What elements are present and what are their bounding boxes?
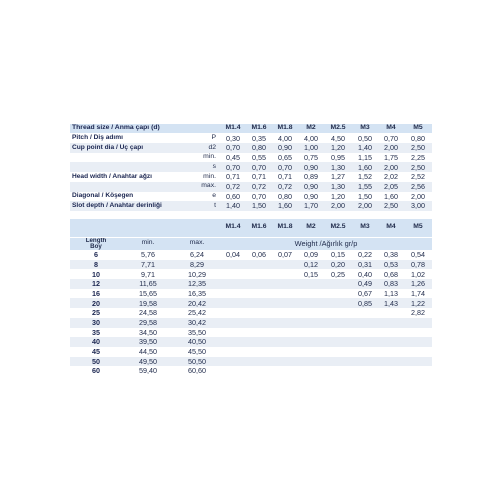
spec-value-cell: 0,80	[278, 191, 292, 201]
weight-cell	[272, 308, 298, 318]
spec-value-cell: 2,50	[384, 201, 398, 211]
max-cell: 10,29	[188, 269, 206, 279]
weight-cell	[220, 318, 246, 328]
max-cell: 50,50	[188, 356, 206, 366]
length-header-line2: Boy	[90, 242, 102, 250]
weight-cell: 0,09	[304, 250, 318, 260]
spec-row	[70, 182, 432, 192]
min-cell: 15,65	[139, 288, 157, 298]
spec-row-label: Head width / Anahtar ağzı	[72, 172, 152, 180]
weight-cell	[352, 328, 378, 338]
weight-cell	[404, 347, 432, 357]
size-header-cell: M5	[413, 223, 423, 231]
weight-cell	[220, 328, 246, 338]
max-cell: 45,50	[188, 347, 206, 357]
spec-value-cell: 1,20	[331, 191, 345, 201]
weight-cell: 1,13	[384, 288, 398, 298]
weight-table	[70, 219, 432, 376]
weight-cell	[220, 347, 246, 357]
weight-cell	[220, 269, 246, 279]
spec-value-cell: 1,27	[331, 172, 345, 182]
weight-cell	[246, 318, 272, 328]
weight-cell	[220, 279, 246, 289]
weight-size-header-row	[70, 219, 432, 237]
weight-cell	[272, 366, 298, 376]
length-cell: 40	[92, 337, 100, 347]
weight-cell: 0,38	[384, 250, 398, 260]
weight-cell: 1,74	[411, 288, 425, 298]
spec-row-symbol: s	[212, 162, 216, 170]
spec-row-label: Pitch / Diş adımı	[72, 133, 123, 141]
size-header-cell: M1.6	[251, 124, 267, 132]
weight-cell	[298, 279, 324, 289]
weight-row	[70, 260, 432, 270]
weight-cell	[298, 318, 324, 328]
weight-cell: 0,67	[358, 288, 372, 298]
weight-cell	[324, 328, 352, 338]
weight-cell	[220, 337, 246, 347]
screw-spec-table	[70, 124, 432, 211]
min-cell: 7,71	[141, 259, 155, 269]
spec-row-label	[70, 153, 186, 163]
weight-cell: 1,22	[411, 298, 425, 308]
max-cell: 6,24	[190, 250, 204, 260]
weight-cell	[324, 337, 352, 347]
weight-cell	[352, 347, 378, 357]
spec-value-cell: 3,00	[411, 201, 425, 211]
spec-value-cell: 2,00	[384, 143, 398, 153]
size-header-cell: M2.5	[330, 223, 346, 231]
spec-value-cell: 0,71	[278, 172, 292, 182]
spec-value-cell: 0,70	[252, 162, 266, 172]
size-header-cell: M3	[360, 223, 370, 231]
weight-cell: 0,83	[384, 279, 398, 289]
spec-value-cell: 0,70	[252, 191, 266, 201]
weight-cell: 0,04	[226, 250, 240, 260]
spec-row	[70, 153, 432, 163]
weight-cell	[352, 366, 378, 376]
max-cell: 60,60	[188, 366, 206, 376]
spec-row	[70, 143, 432, 153]
spec-value-cell: 0,71	[226, 172, 240, 182]
weight-cell	[298, 308, 324, 318]
weight-row	[70, 250, 432, 260]
spec-value-cell: 0,35	[252, 133, 266, 143]
spec-value-cell: 0,55	[252, 153, 266, 162]
weight-cell	[246, 260, 272, 270]
length-header-line1: Length	[85, 237, 107, 244]
spec-value-cell: 0,72	[278, 182, 292, 192]
weight-cell	[404, 366, 432, 376]
weight-header: Weight /Ağırlık gr/p	[220, 237, 432, 250]
spec-value-cell: 0,45	[226, 153, 240, 162]
spec-value-cell: 1,30	[331, 182, 345, 192]
weight-cell	[324, 298, 352, 308]
size-header-cell: M1.4	[225, 124, 241, 132]
spec-value-cell: 0,89	[304, 172, 318, 182]
spec-row-label	[70, 162, 186, 172]
weight-cell: 0,25	[331, 269, 345, 279]
spec-value-cell: 0,95	[331, 153, 345, 162]
weight-cell	[378, 357, 404, 367]
weight-row	[70, 366, 432, 376]
weight-subheader-row	[70, 237, 432, 250]
spec-value-cell: 4,50	[331, 133, 345, 143]
spec-row	[70, 201, 432, 211]
weight-cell: 0,78	[411, 259, 425, 269]
weight-cell	[378, 308, 404, 318]
spec-value-cell: 1,40	[226, 201, 240, 211]
weight-row	[70, 357, 432, 367]
spec-value-cell: 0,90	[304, 182, 318, 192]
spec-value-cell: 1,55	[358, 182, 372, 192]
weight-cell	[246, 298, 272, 308]
max-cell: 35,50	[188, 327, 206, 337]
spec-value-cell: 0,90	[304, 191, 318, 201]
weight-cell	[352, 337, 378, 347]
min-cell: 44,50	[139, 347, 157, 357]
spec-row	[70, 133, 432, 143]
spec-value-cell: 1,60	[278, 201, 292, 211]
length-cell: 10	[92, 269, 100, 279]
min-cell: 9,71	[141, 269, 155, 279]
weight-cell	[272, 279, 298, 289]
spec-value-cell: 0,80	[411, 133, 425, 143]
weight-cell	[220, 289, 246, 299]
spec-value-cell: 2,56	[411, 182, 425, 192]
spec-header-row	[70, 124, 432, 133]
weight-cell	[246, 279, 272, 289]
weight-cell	[404, 337, 432, 347]
spec-row-label: Diagonal / Köşegen	[72, 192, 134, 200]
spec-row-symbol: min.	[203, 172, 216, 180]
weight-cell	[352, 357, 378, 367]
weight-cell: 0,20	[331, 259, 345, 269]
min-cell: 24,58	[139, 308, 157, 318]
weight-cell: 0,49	[358, 279, 372, 289]
weight-cell: 0,06	[252, 250, 266, 260]
weight-cell: 0,07	[278, 250, 292, 260]
weight-cell	[246, 337, 272, 347]
spec-value-cell: 1,50	[358, 191, 372, 201]
min-cell: 11,65	[139, 279, 157, 289]
weight-row	[70, 269, 432, 279]
spec-row	[70, 162, 432, 172]
min-cell: 19,58	[139, 298, 157, 308]
max-cell: 25,42	[188, 308, 206, 318]
spec-value-cell: 0,50	[358, 133, 372, 143]
spec-value-cell: 4,00	[278, 133, 292, 143]
size-header-cell: M1.8	[277, 124, 293, 132]
spec-value-cell: 0,90	[304, 162, 318, 172]
weight-cell: 0,15	[304, 269, 318, 279]
size-header-cell: M1.6	[251, 223, 267, 231]
weight-cell	[220, 357, 246, 367]
weight-cell: 0,40	[358, 269, 372, 279]
spec-value-cell: 2,52	[411, 172, 425, 182]
weight-cell	[272, 260, 298, 270]
weight-cell	[298, 347, 324, 357]
weight-row	[70, 318, 432, 328]
weight-cell: 2,82	[411, 308, 425, 318]
weight-cell	[404, 318, 432, 328]
weight-cell	[272, 357, 298, 367]
weight-cell	[404, 328, 432, 338]
spec-value-cell: 0,72	[226, 182, 240, 192]
weight-cell: 0,85	[358, 298, 372, 308]
weight-cell: 0,54	[411, 250, 425, 260]
weight-cell	[246, 347, 272, 357]
spec-value-cell: 2,05	[384, 182, 398, 192]
weight-cell	[272, 337, 298, 347]
min-header: min.	[122, 237, 174, 250]
spec-row-label: Slot depth / Anahtar derinliği	[72, 201, 162, 209]
length-cell: 25	[92, 308, 100, 318]
weight-cell: 0,22	[358, 250, 372, 260]
length-cell: 6	[94, 250, 98, 260]
weight-cell	[272, 347, 298, 357]
spec-row-symbol: e	[212, 191, 216, 199]
weight-cell: 1,43	[384, 298, 398, 308]
weight-row	[70, 347, 432, 357]
size-header-cell: M5	[413, 124, 423, 132]
weight-row	[70, 328, 432, 338]
spec-value-cell: 1,70	[304, 201, 318, 211]
weight-cell: 0,31	[358, 259, 372, 269]
spec-value-cell: 2,25	[411, 153, 425, 162]
weight-cell	[246, 366, 272, 376]
weight-cell: 0,12	[304, 259, 318, 269]
weight-cell	[378, 366, 404, 376]
spec-row-symbol: max.	[201, 182, 216, 190]
spec-row-symbol: t	[214, 201, 216, 209]
spec-value-cell: 1,60	[358, 162, 372, 172]
weight-cell	[220, 366, 246, 376]
spec-value-cell: 0,72	[252, 182, 266, 192]
weight-cell	[378, 337, 404, 347]
spec-value-cell: 0,70	[384, 133, 398, 143]
spec-value-cell: 2,50	[411, 143, 425, 153]
weight-cell	[324, 366, 352, 376]
weight-cell	[352, 318, 378, 328]
weight-cell	[220, 260, 246, 270]
spec-value-cell: 0,60	[226, 191, 240, 201]
length-cell: 20	[92, 298, 100, 308]
spec-row-symbol: d2	[208, 143, 216, 151]
weight-cell	[298, 337, 324, 347]
size-header-cell: M2	[306, 124, 316, 132]
size-header-cell: M4	[386, 223, 396, 231]
spec-row-label: Thread size / Anma çapı (d)	[72, 124, 160, 132]
weight-cell	[246, 289, 272, 299]
size-header-cell: M2.5	[330, 124, 346, 132]
weight-cell	[246, 269, 272, 279]
length-cell: 16	[92, 288, 100, 298]
weight-cell	[220, 298, 246, 308]
weight-cell	[404, 357, 432, 367]
min-cell: 34,50	[139, 327, 157, 337]
weight-cell	[246, 308, 272, 318]
max-cell: 30,42	[188, 318, 206, 328]
spec-value-cell: 0,30	[226, 133, 240, 143]
weight-cell	[378, 347, 404, 357]
weight-cell	[378, 318, 404, 328]
weight-cell: 0,68	[384, 269, 398, 279]
spec-value-cell: 0,65	[278, 153, 292, 162]
weight-cell	[246, 328, 272, 338]
spec-row	[70, 172, 432, 182]
spec-value-cell: 1,00	[304, 143, 318, 153]
size-header-cell: M4	[386, 124, 396, 132]
spec-value-cell: 0,70	[278, 162, 292, 172]
weight-cell	[298, 328, 324, 338]
weight-cell	[324, 347, 352, 357]
size-header-cell: M1.8	[277, 223, 293, 231]
weight-cell	[298, 289, 324, 299]
max-cell: 16,35	[188, 288, 206, 298]
length-header	[70, 237, 122, 250]
weight-cell: 0,15	[331, 250, 345, 260]
weight-row	[70, 279, 432, 289]
weight-row	[70, 308, 432, 318]
size-header-cell: M1.4	[225, 223, 241, 231]
spec-row-label	[70, 182, 186, 192]
max-cell: 40,50	[188, 337, 206, 347]
weight-cell	[324, 289, 352, 299]
length-cell: 45	[92, 347, 100, 357]
size-header-cell: M2	[306, 223, 316, 231]
spec-value-cell: 0,71	[252, 172, 266, 182]
spec-value-cell: 0,70	[226, 143, 240, 153]
length-cell: 12	[92, 279, 100, 289]
length-cell: 30	[92, 318, 100, 328]
weight-cell	[324, 318, 352, 328]
min-cell: 59,40	[139, 366, 157, 376]
spec-value-cell: 2,02	[384, 172, 398, 182]
weight-cell	[272, 298, 298, 308]
weight-cell	[246, 357, 272, 367]
spec-row-symbol	[186, 124, 220, 133]
weight-row	[70, 289, 432, 299]
spec-value-cell: 1,50	[252, 201, 266, 211]
spec-value-cell: 1,60	[384, 191, 398, 201]
length-cell: 60	[92, 366, 100, 376]
length-cell: 35	[92, 327, 100, 337]
spec-value-cell: 2,00	[411, 191, 425, 201]
weight-cell	[324, 357, 352, 367]
weight-cell	[272, 318, 298, 328]
spec-value-cell: 2,00	[358, 201, 372, 211]
weight-cell: 1,26	[411, 279, 425, 289]
weight-cell	[272, 289, 298, 299]
weight-cell	[298, 298, 324, 308]
weight-cell: 0,53	[384, 259, 398, 269]
min-cell: 29,58	[139, 318, 157, 328]
max-cell: 12,35	[188, 279, 206, 289]
spec-row-symbol: P	[211, 133, 216, 141]
min-cell: 49,50	[139, 356, 157, 366]
weight-row	[70, 298, 432, 308]
weight-cell	[378, 328, 404, 338]
spec-value-cell: 0,70	[226, 162, 240, 172]
spec-row-symbol: min.	[203, 153, 216, 161]
length-cell: 50	[92, 356, 100, 366]
spec-value-cell: 1,75	[384, 153, 398, 162]
size-header-cell: M3	[360, 124, 370, 132]
max-cell: 20,42	[188, 298, 206, 308]
spec-value-cell: 1,15	[358, 153, 372, 162]
spec-value-cell: 4,00	[304, 133, 318, 143]
spec-value-cell: 1,40	[358, 143, 372, 153]
spec-value-cell: 1,52	[358, 172, 372, 182]
max-cell: 8,29	[190, 259, 204, 269]
weight-cell	[298, 357, 324, 367]
spec-value-cell: 0,75	[304, 153, 318, 162]
weight-cell	[352, 308, 378, 318]
spec-value-cell: 0,90	[278, 143, 292, 153]
weight-cell	[298, 366, 324, 376]
weight-cell: 1,02	[411, 269, 425, 279]
weight-cell	[272, 269, 298, 279]
min-cell: 39,50	[139, 337, 157, 347]
spec-value-cell: 2,50	[411, 162, 425, 172]
spec-value-cell: 0,80	[252, 143, 266, 153]
spec-value-cell: 1,20	[331, 143, 345, 153]
weight-row	[70, 337, 432, 347]
weight-cell	[324, 279, 352, 289]
spec-value-cell: 1,30	[331, 162, 345, 172]
length-cell: 8	[94, 259, 98, 269]
header-blank	[70, 219, 220, 237]
weight-cell	[220, 308, 246, 318]
spec-value-cell: 2,00	[331, 201, 345, 211]
max-header: max.	[174, 237, 220, 250]
min-cell: 5,76	[141, 250, 155, 260]
spec-value-cell: 2,00	[384, 162, 398, 172]
spec-row	[70, 192, 432, 202]
spec-row-label: Cup point dia / Uç çapı	[72, 143, 144, 151]
weight-cell	[324, 308, 352, 318]
weight-cell	[272, 328, 298, 338]
